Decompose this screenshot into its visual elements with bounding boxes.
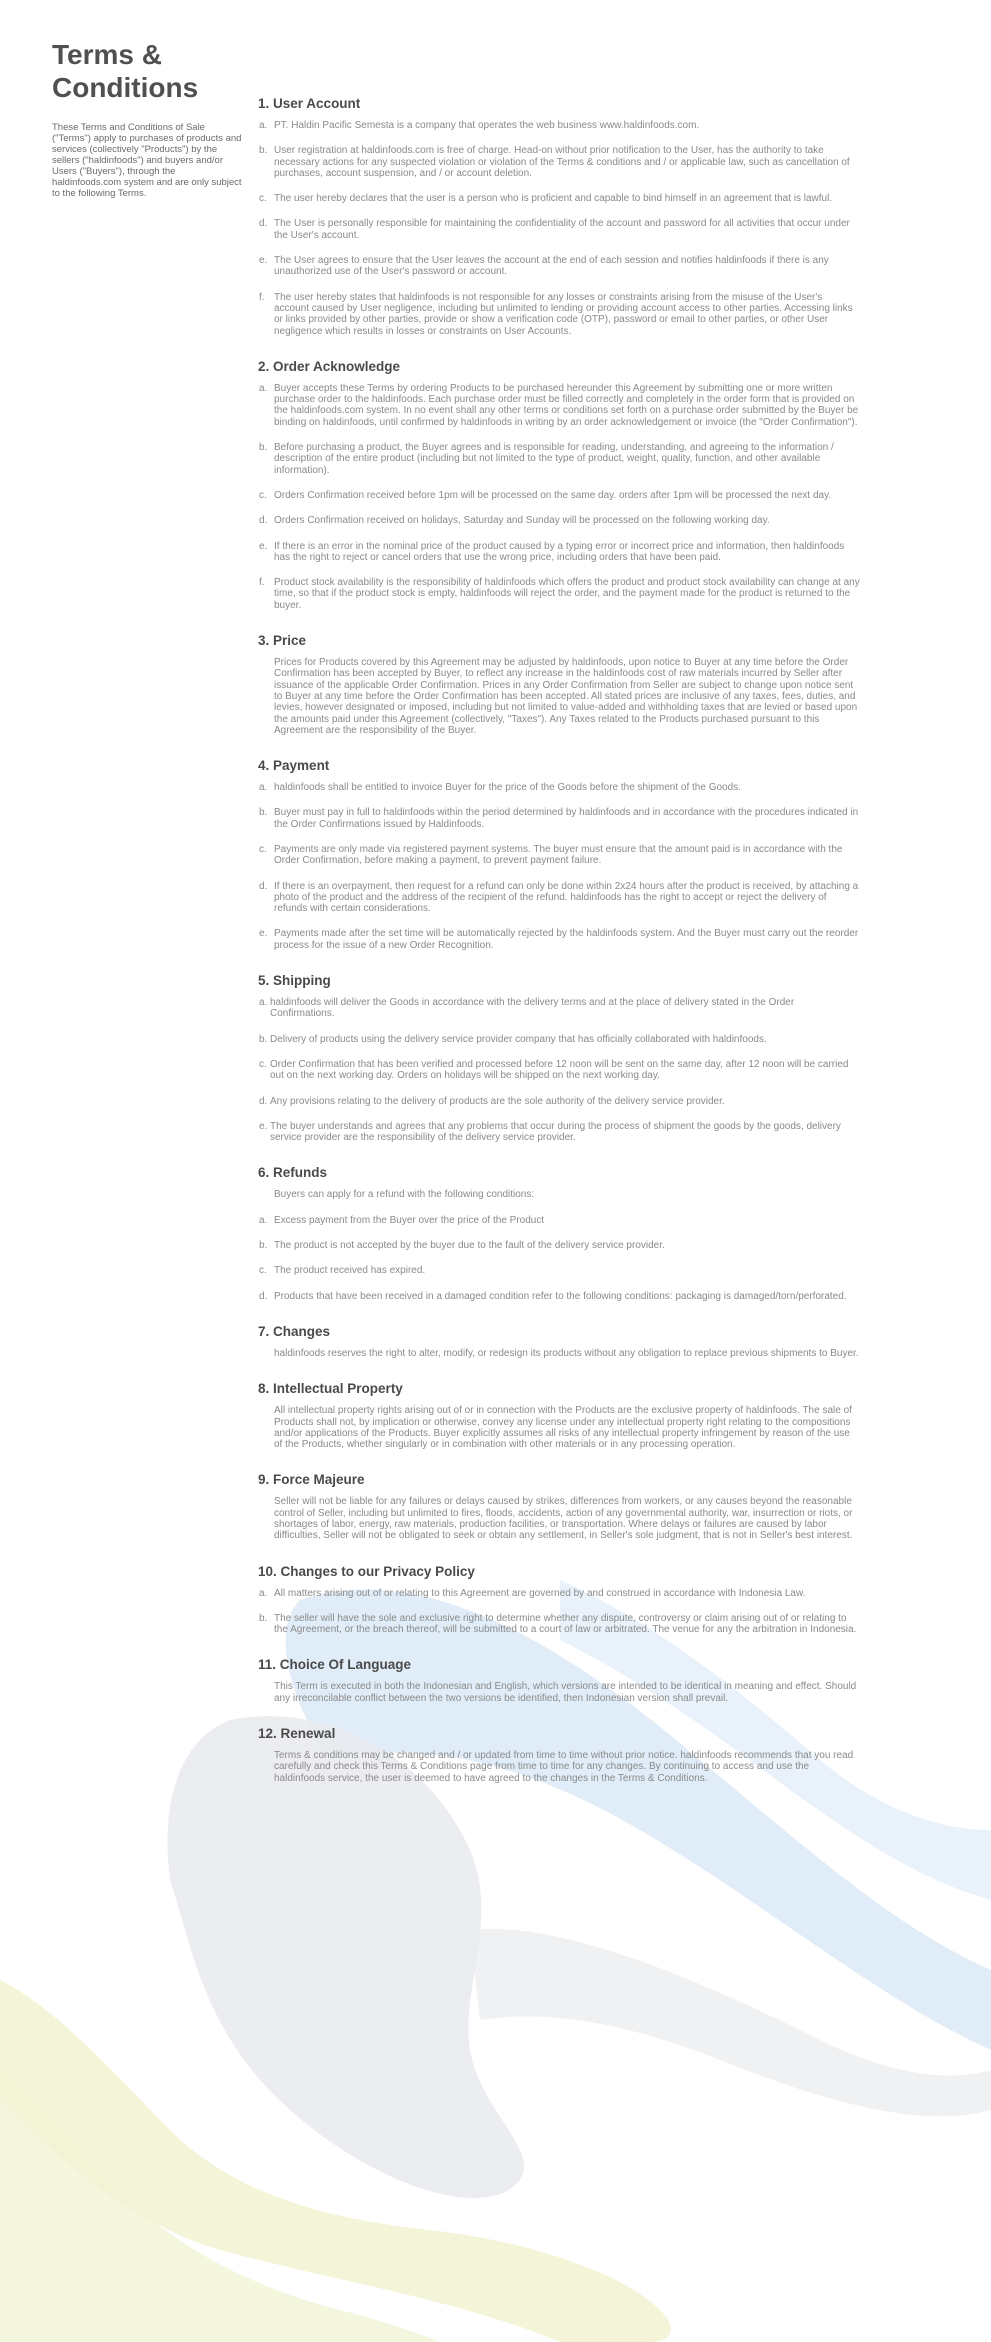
item-text: haldinfoods reserves the right to alter, modify, or redesign its products without any obligation to replace previous shipments to Buyer. [274, 1347, 859, 1359]
section-number: 8. [258, 1381, 270, 1397]
item-text: Terms & conditions may be changed and / or updated from time to time without prior notice. haldinfoods recommends that you read carefully and check this Terms & Conditions page from time to time for any changes. By continuing to access and use the haldinfoods service, the user is deemed to have agreed to the changes in the Terms & Conditions. [274, 1750, 854, 1784]
item-text: Buyer must pay in full to haldinfoods within the period determined by haldinfoods and in accordance with the procedures indicated in the Order Confirmations issued by Haldinfoods. [274, 807, 859, 830]
item-text: haldinfoods will deliver the Goods in accordance with the delivery terms and at the place of delivery stated in the Order Confirmations. [270, 997, 795, 1020]
section-heading [258, 758, 860, 774]
item-text: haldinfoods shall be entitled to invoice Buyer for the price of the Goods before the shipment of the Goods. [274, 782, 741, 794]
section-6 [258, 1165, 860, 1301]
section-title: Order Acknowledge [273, 358, 401, 374]
item-text: The User agrees to ensure that the User leaves the account at the end of each session and notifies haldinfoods if there is any unauthorized use of the User's password or account. [274, 255, 829, 278]
section-items [258, 1588, 860, 1636]
section-heading [258, 96, 860, 112]
section-items [258, 120, 860, 337]
section-title: Price [273, 633, 307, 649]
list-item [258, 1096, 860, 1107]
section-title: Intellectual Property [273, 1381, 403, 1397]
section-title: Force Majeure [273, 1472, 365, 1488]
section-heading [258, 1381, 860, 1397]
list-item [258, 383, 860, 428]
item-marker: d. [259, 218, 268, 230]
item-text: The seller will have the sole and exclusive right to determine whether any dispute, controversy or claim arising out of or relating to the Agreement, or the breach thereof, will be submitted to a court of law or arbitrated. The venue for any the arbitration in Indonesia. [274, 1612, 857, 1636]
section-title: Renewal [280, 1726, 336, 1742]
item-text: Payments made after the set time will be automatically rejected by the haldinfoods system. And the Buyer must carry out the reorder process for the issue of a new Order Recognition. [274, 928, 859, 951]
list-item [258, 442, 860, 476]
item-marker: e. [259, 540, 268, 552]
list-item [258, 1265, 860, 1276]
section-11 [258, 1657, 860, 1704]
section-9 [258, 1472, 860, 1541]
list-item [258, 1496, 860, 1541]
list-item [258, 1121, 860, 1144]
section-4 [258, 758, 860, 951]
section-heading [258, 1472, 860, 1488]
section-5 [258, 973, 860, 1143]
item-marker: e. [259, 1120, 268, 1132]
list-item [258, 193, 860, 204]
section-title: User Account [273, 96, 361, 111]
item-marker: f. [259, 291, 265, 303]
item-marker: c. [259, 1265, 267, 1277]
item-text: If there is an error in the nominal price of the product caused by a typing error or incorrect price and information, then haldinfoods has the right to reject or cancel orders that use the wrong price, including orders that have been paid. [274, 540, 845, 563]
section-number: 1. [258, 96, 270, 111]
list-item [258, 120, 860, 131]
section-number: 10. [258, 1563, 277, 1579]
item-text: Products that have been received in a damaged condition refer to the following conditions: packaging is damaged/torn/perforated. [274, 1290, 847, 1302]
list-item [258, 1405, 860, 1450]
list-item [258, 218, 860, 241]
item-text: This Term is executed in both the Indonesian and English, which versions are intended to be identical in meaning and effect. Should any irreconcilable conflict between the two versions be identified, then Indonesian version shall prevail. [274, 1681, 857, 1704]
item-text: The user hereby states that haldinfoods is not responsible for any losses or constraints arising from the misuse of the User's account caused by User negligence, including but unlimited to lending or providing account access to other parties. Accessing links or links provided by other parties, provide or show a verification code (OTP), password or email to other parties, or other User negligence which results in losses or constraints on User Accounts. [274, 291, 853, 337]
item-marker: e. [259, 255, 268, 267]
item-marker: a. [259, 1214, 268, 1226]
item-marker: c. [259, 193, 267, 205]
list-item [258, 1059, 860, 1082]
list-item [258, 782, 860, 793]
list-item [258, 928, 860, 951]
section-items [258, 1405, 860, 1450]
list-item [258, 1240, 860, 1251]
item-marker: c. [259, 489, 267, 501]
section-title: Changes [273, 1323, 331, 1339]
item-marker: b. [259, 807, 268, 819]
item-text: Prices for Products covered by this Agreement may be adjusted by haldinfoods, upon notice to Buyer at any time before the Order Confirmation has been accepted by Buyer, to reflect any increase in the haldinfoods cost of raw materials incurred by Seller after issuance of the applicable Order Confirmation. Prices in any Order Confirmation from Seller are subject to change upon notice sent to Buyer at any time before the Order Confirmation has been accepted. All stated prices are inclusive of any taxes, fees, duties, and levies, however designated or imposed, including but not limited to value-added and withholding taxes that are levied or based upon the amounts paid under this Agreement (collectively, "Taxes"). Any Taxes related to the Products purchased pursuant to this Agreement are the responsibility of the Buyer. [274, 657, 858, 736]
section-title: Choice Of Language [279, 1657, 412, 1673]
item-text: Order Confirmation that has been verified and processed before 12 noon will be sent on the same day, after 12 noon will be carried out on the next working day. Orders on holidays will be shipped on the next working day. [270, 1058, 849, 1082]
section-heading [258, 973, 860, 989]
list-item [258, 657, 860, 736]
item-marker: b. [259, 1033, 268, 1045]
list-item [258, 1681, 860, 1704]
item-text: Any provisions relating to the delivery of products are the sole authority of the delivery service provider. [270, 1095, 725, 1107]
section-title: Refunds [273, 1165, 328, 1181]
section-heading [258, 1165, 860, 1181]
list-item [258, 515, 860, 526]
item-marker: c. [259, 843, 267, 855]
section-heading [258, 359, 860, 375]
list-item [258, 1588, 860, 1599]
list-item [258, 255, 860, 278]
list-item [258, 844, 860, 867]
item-text: Buyers can apply for a refund with the following conditions: [274, 1189, 535, 1201]
section-heading [258, 1657, 860, 1673]
item-marker: d. [259, 1095, 268, 1107]
section-7 [258, 1324, 860, 1359]
section-12 [258, 1726, 860, 1784]
item-marker: c. [259, 1058, 267, 1070]
section-8 [258, 1381, 860, 1450]
item-marker: d. [259, 1290, 268, 1302]
item-text: Orders Confirmation received before 1pm will be processed on the same day. orders after 1pm will be processed the next day. [274, 489, 832, 501]
item-text: The product is not accepted by the buyer due to the fault of the delivery service provider. [274, 1240, 665, 1252]
list-item [258, 292, 860, 337]
item-text: The User is personally responsible for maintaining the confidentiality of the account and password for all activities that occur under the User's account. [274, 218, 850, 241]
section-items [258, 383, 860, 611]
item-marker: b. [259, 442, 268, 454]
list-item [258, 1034, 860, 1045]
section-items [258, 1189, 860, 1301]
section-heading [258, 633, 860, 649]
list-item [258, 1613, 860, 1636]
item-text: Before purchasing a product, the Buyer agrees and is responsible for reading, understanding, and agreeing to the information / description of the entire product (including but not limited to the type of product, weight, quality, function, and other available information). [274, 442, 834, 476]
list-item [258, 145, 860, 179]
section-1 [258, 96, 860, 337]
section-heading [258, 1564, 860, 1580]
item-text: Seller will not be liable for any failures or delays caused by strikes, differences from workers, or any causes beyond the reasonable control of Seller, including but unlimited to fires, floods, accidents, action of any governmental authority, war, insurrection or riots, or shortages of labor, energy, raw materials, production facilities, or transportation. Where delays or failures are caused by labor difficulties, Seller will not be obligated to seek or obtain any settlement, in Seller's sole judgment, that is not in Seller's best interest. [274, 1496, 853, 1542]
section-number: 9. [258, 1472, 270, 1488]
item-marker: a. [259, 120, 268, 131]
section-number: 4. [258, 758, 270, 774]
page-title: Terms & Conditions [52, 39, 199, 103]
section-number: 12. [258, 1726, 277, 1742]
item-marker: a. [259, 997, 268, 1009]
list-item [258, 1348, 860, 1359]
section-number: 5. [258, 973, 270, 989]
section-items [258, 1750, 860, 1784]
terms-content [258, 96, 860, 1806]
sidebar [52, 38, 242, 199]
item-text: Orders Confirmation received on holidays, Saturday and Sunday will be processed on the following working day. [274, 515, 770, 527]
section-items [258, 782, 860, 951]
section-number: 3. [258, 633, 270, 649]
list-item [258, 577, 860, 611]
section-3 [258, 633, 860, 736]
section-title: Shipping [273, 973, 331, 989]
item-text: Payments are only made via registered payment systems. The buyer must ensure that the amount paid is in accordance with the Order Confirmation, before making a payment, to prevent payment failure. [274, 843, 843, 867]
section-2 [258, 359, 860, 611]
section-title: Payment [273, 758, 330, 774]
list-item [258, 1291, 860, 1302]
section-number: 7. [258, 1323, 270, 1339]
item-marker: b. [259, 1612, 268, 1624]
list-item [258, 807, 860, 830]
item-marker: a. [259, 782, 268, 794]
list-item [258, 881, 860, 915]
item-text: User registration at haldinfoods.com is free of charge. Head-on without prior notification to the User, has the authority to take necessary actions for any suspected violation or violation of the Terms & conditions and / or applicable law, such as cancellation of purchases, account suspension, and / or account deletion. [274, 145, 850, 179]
item-text: The product received has expired. [274, 1265, 426, 1277]
item-text: PT. Haldin Pacific Semesta is a company that operates the web business www.haldinfoods.com. [274, 120, 700, 131]
item-marker: d. [259, 880, 268, 892]
section-items [258, 1348, 860, 1359]
item-text: If there is an overpayment, then request for a refund can only be done within 2x24 hours after the product is received, by attaching a photo of the product and the address of the recipient of the refund. haldinfoods has the right to accept or reject the delivery of refunds with certain considerations. [274, 880, 859, 915]
section-items [258, 657, 860, 736]
section-items [258, 1681, 860, 1704]
section-number: 6. [258, 1165, 270, 1181]
section-heading [258, 1324, 860, 1340]
item-marker: b. [259, 145, 268, 157]
item-text: Delivery of products using the delivery service provider company that has officially collaborated with haldinfoods. [270, 1033, 767, 1045]
section-number: 11. [258, 1657, 277, 1673]
item-text: All matters arising out of or relating to this Agreement are governed by and construed in accordance with Indonesia Law. [274, 1587, 806, 1599]
section-items [258, 1496, 860, 1541]
item-marker: a. [259, 382, 268, 394]
item-text: The buyer understands and agrees that any problems that occur during the process of shipment the goods by the goods, delivery service provider are the responsibility of the delivery service provider. [270, 1120, 841, 1144]
item-marker: a. [259, 1587, 268, 1599]
item-marker: d. [259, 515, 268, 527]
list-item [258, 1189, 860, 1200]
section-number: 2. [258, 358, 270, 374]
item-text: Excess payment from the Buyer over the price of the Product [274, 1214, 545, 1226]
list-item [258, 490, 860, 501]
section-title: Changes to our Privacy Policy [280, 1563, 475, 1579]
item-marker: f. [259, 577, 265, 589]
list-item [258, 997, 860, 1020]
item-text: All intellectual property rights arising out of or in connection with the Products are the exclusive property of haldinfoods. The sale of Products shall not, by implication or otherwise, convey any license under any intellectual property right relating to the compositions and/or applications of the Products. Buyer explicitly assumes all risks of any intellectual property infringement by reason of the use of the Products, whether singularly or in combination with other materials or in any processing operation. [274, 1405, 852, 1451]
section-items [258, 997, 860, 1143]
section-10 [258, 1564, 860, 1636]
item-text: The user hereby declares that the user is a person who is proficient and capable to bind himself in an agreement that is lawful. [274, 193, 833, 205]
list-item [258, 1750, 860, 1784]
list-item [258, 1215, 860, 1226]
intro-text: These Terms and Conditions of Sale ("Terms") apply to purchases of products and services (collectively "Products") by the sellers ("haldinfoods") and buyers and/or Users ("Buyers"), through the haldinfoods.com system and are only subject to the following Terms. [52, 122, 242, 199]
item-text: Product stock availability is the responsibility of haldinfoods which offers the product and product stock availability can change at any time, so that if the product stock is empty, haldinfoods will reject the order, and the payment made for the product is returned to the buyer. [274, 577, 860, 611]
list-item [258, 541, 860, 564]
section-heading [258, 1726, 860, 1742]
item-marker: e. [259, 928, 268, 940]
item-marker: b. [259, 1240, 268, 1252]
item-text: Buyer accepts these Terms by ordering Products to be purchased hereunder this Agreement by submitting one or more written purchase order to the haldinfoods. Each purchase order must be filled correctly and completely in the order form that is provided on the haldinfoods.com system. In no event shall any other terms or conditions set forth on a purchase order submitted by the Buyer be binding on haldinfoods, until confirmed by haldinfoods in writing by an order acknowledgement or invoice (the "Order Confirmation"). [274, 382, 859, 428]
